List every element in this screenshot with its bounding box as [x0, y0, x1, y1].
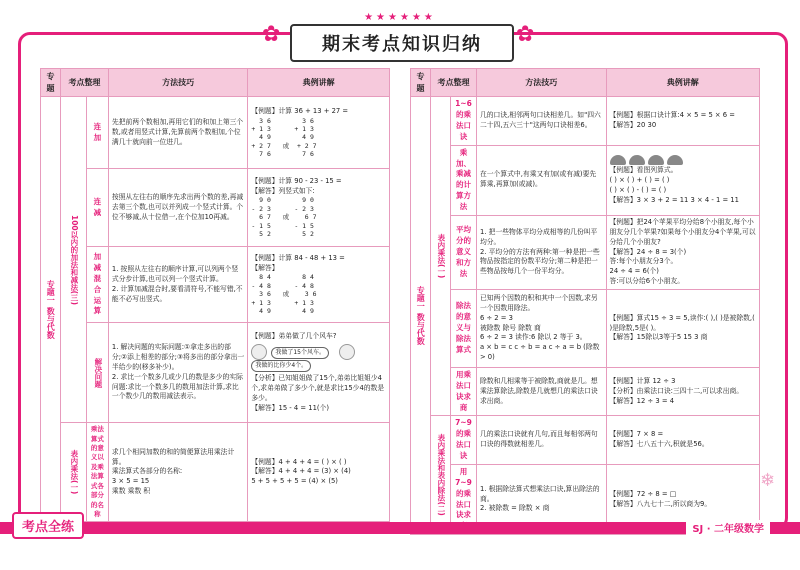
example-cell: [248, 323, 390, 423]
table-row: [411, 145, 760, 215]
point-cell: 7~9的乘法口诀: [450, 416, 476, 465]
left-header-row: [41, 69, 390, 97]
example-cell: 【例题】算式15 ÷ 3 = 5,读作:( ),( )是被除数,( )是除数,5是( )。 【解答】15除以3等于5 15 3 商: [606, 289, 760, 367]
table-row: [41, 97, 390, 169]
table-row: [411, 289, 760, 367]
topic-cell: 专题一 数与代数: [41, 97, 61, 522]
table-row: [411, 215, 760, 289]
point-cell: 用乘法口诀求商: [450, 367, 476, 416]
header-point: 考点整理: [60, 69, 108, 97]
illustration: [251, 344, 386, 373]
rock-icon: [667, 155, 683, 165]
method-cell: 1. 解决问题的实际问题:①拿走多出的部分;②添上相差的部分;③将多出的部分拿出一半给少的(移多补少)。 2. 求比一个数多几或少几的数是多少的实际问题:求比一个数多几的数用加法计算,求比一个数少几的数用减法表示。: [108, 323, 247, 423]
table-row: [41, 323, 390, 423]
rock-icon: [629, 155, 645, 165]
rock-icon: [610, 155, 626, 165]
answer-text: 【解答】15 - 4 = 11(个): [251, 403, 330, 412]
method-cell: 1. 根据除法算式想乘法口诀,算出除法的商。 2. 被除数 = 除数 × 商: [476, 464, 606, 534]
example-cell: 【例题】把24个苹果平均分给8个小朋友,每个小朋友分几个苹果?如果每个小朋友分4个苹果,可以分给几个小朋友? 【解答】24 ÷ 8 = 3(个) 答:每个小朋友分3个。 24 ÷ 4 = 6(个) 答:可以分给6个小朋友。: [606, 215, 760, 289]
point-cell: 连加: [86, 97, 108, 169]
right-header-row: [411, 69, 760, 97]
table-row: [41, 169, 390, 247]
table-row: [41, 247, 390, 323]
point-cell: 用7~9的乘法口诀求: [450, 464, 476, 534]
speech-bubble: 我做的比你少4个。: [251, 360, 311, 373]
method-cell: 求几个相同加数的和的简便算法用乘法计算。 乘法算式各部分的名称: 3 × 5 = 15 乘数 乘数 积: [108, 423, 247, 522]
table-row: [411, 97, 760, 146]
vertical-calc: 3 6 3 6 + 1 3 + 1 3 4 9 4 9 + 2 7 或 + 2 7 7 6 7 6: [251, 116, 317, 159]
rock-icon: [648, 155, 664, 165]
table-row: [411, 416, 760, 465]
header-topic: 专题: [41, 69, 61, 97]
example-cell: 【例题】72 ÷ 8 = □ 【解答】八九七十二,所以商为9。: [606, 464, 760, 534]
point-cell: 1~6的乘法口诀: [450, 97, 476, 146]
flower-right-icon: ✿: [516, 22, 535, 47]
example-cell: 【例题】计算 12 ÷ 3 【分析】由乘法口诀:三四十二,可以求出商。 【解答】12 ÷ 3 = 4: [606, 367, 760, 416]
point-cell: 加减混合运算: [86, 247, 108, 323]
point-cell: 乘法算式的意义以及乘法算式各部分的名称: [86, 423, 108, 522]
footer-bar: [0, 522, 800, 534]
table-row: [41, 423, 390, 522]
header-method: 方法技巧: [476, 69, 606, 97]
subtopic-cell: 100以内的加法和减法(三): [60, 97, 86, 423]
header-point: 考点整理: [430, 69, 476, 97]
brand-logo: 考点全练: [12, 512, 84, 539]
right-table: [410, 68, 760, 535]
method-cell: 除数和几相乘等于被除数,商就是几。想乘法算除法,除数是几就想几的乘法口诀求出商。: [476, 367, 606, 416]
method-cell: 1. 按照从左往右的顺序计算,可以列两个竖式分步计算,也可以列一个竖式计算。 2. 计算加减混合时,要看清符号,不能写错,不能不必写出竖式。: [108, 247, 247, 323]
page-title: 期末考点知识归纳: [290, 24, 514, 62]
example-text: 【例题】计算 36 + 13 + 27 =: [251, 106, 349, 115]
subtopic-cell: 表内乘法(一): [60, 423, 86, 522]
example-cell: 【例题】4 + 4 + 4 = ( ) × ( ) 【解答】4 + 4 + 4 = (3) × (4) 5 + 5 + 5 + 5 = (4) × (5): [248, 423, 390, 522]
example-text: 【例题】计算 84 - 48 + 13 = 【解答】: [251, 253, 345, 272]
speech-bubble: 我做了15个风车。: [271, 347, 329, 360]
rock-group: [610, 155, 757, 166]
example-text: 【例题】计算 90 - 23 - 15 = 【解答】列竖式如下:: [251, 176, 342, 195]
method-cell: 1. 把一些物体平均分成相等的几份叫平均分。 2. 平均分的方法有两种:第一种是把一些物品按指定的份数平均分;第二种是把一些物品按每几个一份平均分。: [476, 215, 606, 289]
point-cell: 除法的意义与除法算式: [450, 289, 476, 367]
point-cell: 乘加、乘减的计算方法: [450, 145, 476, 215]
header-method: 方法技巧: [108, 69, 247, 97]
boy-icon: [339, 344, 355, 360]
table-row: [411, 367, 760, 416]
example-text: 【例题】弟弟做了几个风车?: [251, 331, 337, 340]
example-cell: 【例题】7 × 8 = 【解答】七八五十六,积就是56。: [606, 416, 760, 465]
example-cell: 【例题】根据口诀计算:4 × 5 = 5 × 6 = 【解答】20 30: [606, 97, 760, 146]
example-text: 【例题】看图列算式。 ( ) × ( ) + ( ) = ( ) ( ) × ( ) - ( ) = ( ) 【解答】3 × 3 + 2 = 11 3 × 4 - 1 = 11: [609, 166, 739, 204]
method-cell: 先把前两个数相加,再用它们的和加上第三个数,或者用竖式计算,先算前两个数相加,个位满几十就向前一位进几。: [108, 97, 247, 169]
method-cell: 在一个算式中,有乘又有加(或有减)要先算乘,再算加(或减)。: [476, 145, 606, 215]
subtopic-cell: 表内乘法(一): [430, 97, 450, 416]
method-cell: 几的口诀,相邻两句口诀相差几。如"四六二十四,五六三十"这两句口诀相差6。: [476, 97, 606, 146]
example-cell: [248, 169, 390, 247]
method-cell: 几的乘法口诀就有几句,而且每相邻两句口诀的得数就相差几。: [476, 416, 606, 465]
method-cell: 已知两个因数的积和其中一个因数,求另一个因数用除法。 6 ÷ 2 = 3 被除数 除号 除数 商 6 ÷ 2 = 3 读作:6 除以 2 等于 3。 a × b = c c ÷ b = a c ÷ a = b (除数 > 0): [476, 289, 606, 367]
example-cell: [248, 97, 390, 169]
vertical-calc: 8 4 8 4 - 4 8 - 4 8 3 6 或 3 6 + 1 3 + 1 3 4 9 4 9: [251, 273, 317, 316]
snowflake-icon: ❄: [760, 470, 776, 491]
flower-left-icon: ✿: [262, 22, 281, 47]
example-cell: [606, 145, 760, 215]
analysis-text: 【分析】已知姐姐做了15个,弟弟比姐姐少4个,求弟弟做了多少个,就是求比15少4的数是多少。: [251, 374, 385, 402]
girl-icon: [251, 344, 267, 360]
title-stars: ★★★★★★: [364, 12, 436, 23]
method-cell: 按照从左往右的顺序先求出两个数的差,再减去第三个数,也可以并列成一个竖式计算。个位不够减,从十位借一,在个位加10再减。: [108, 169, 247, 247]
header-topic: 专题: [411, 69, 431, 97]
point-cell: 连减: [86, 169, 108, 247]
point-cell: 平均分的意义和方法: [450, 215, 476, 289]
header-example: 典例讲解: [606, 69, 760, 97]
subtopic-cell: 表内乘法和表内除法(二): [430, 416, 450, 535]
left-table: [40, 68, 390, 522]
vertical-calc: 9 0 9 0 - 2 3 - 2 3 6 7 或 6 7 - 1 5 - 1 5 5 2 5 2: [251, 196, 317, 239]
header-example: 典例讲解: [248, 69, 390, 97]
grade-label: SJ · 二年级数学: [686, 520, 770, 535]
point-cell: 解决问题: [86, 323, 108, 423]
example-cell: [248, 247, 390, 323]
topic-cell: 专题一 数与代数: [411, 97, 431, 535]
